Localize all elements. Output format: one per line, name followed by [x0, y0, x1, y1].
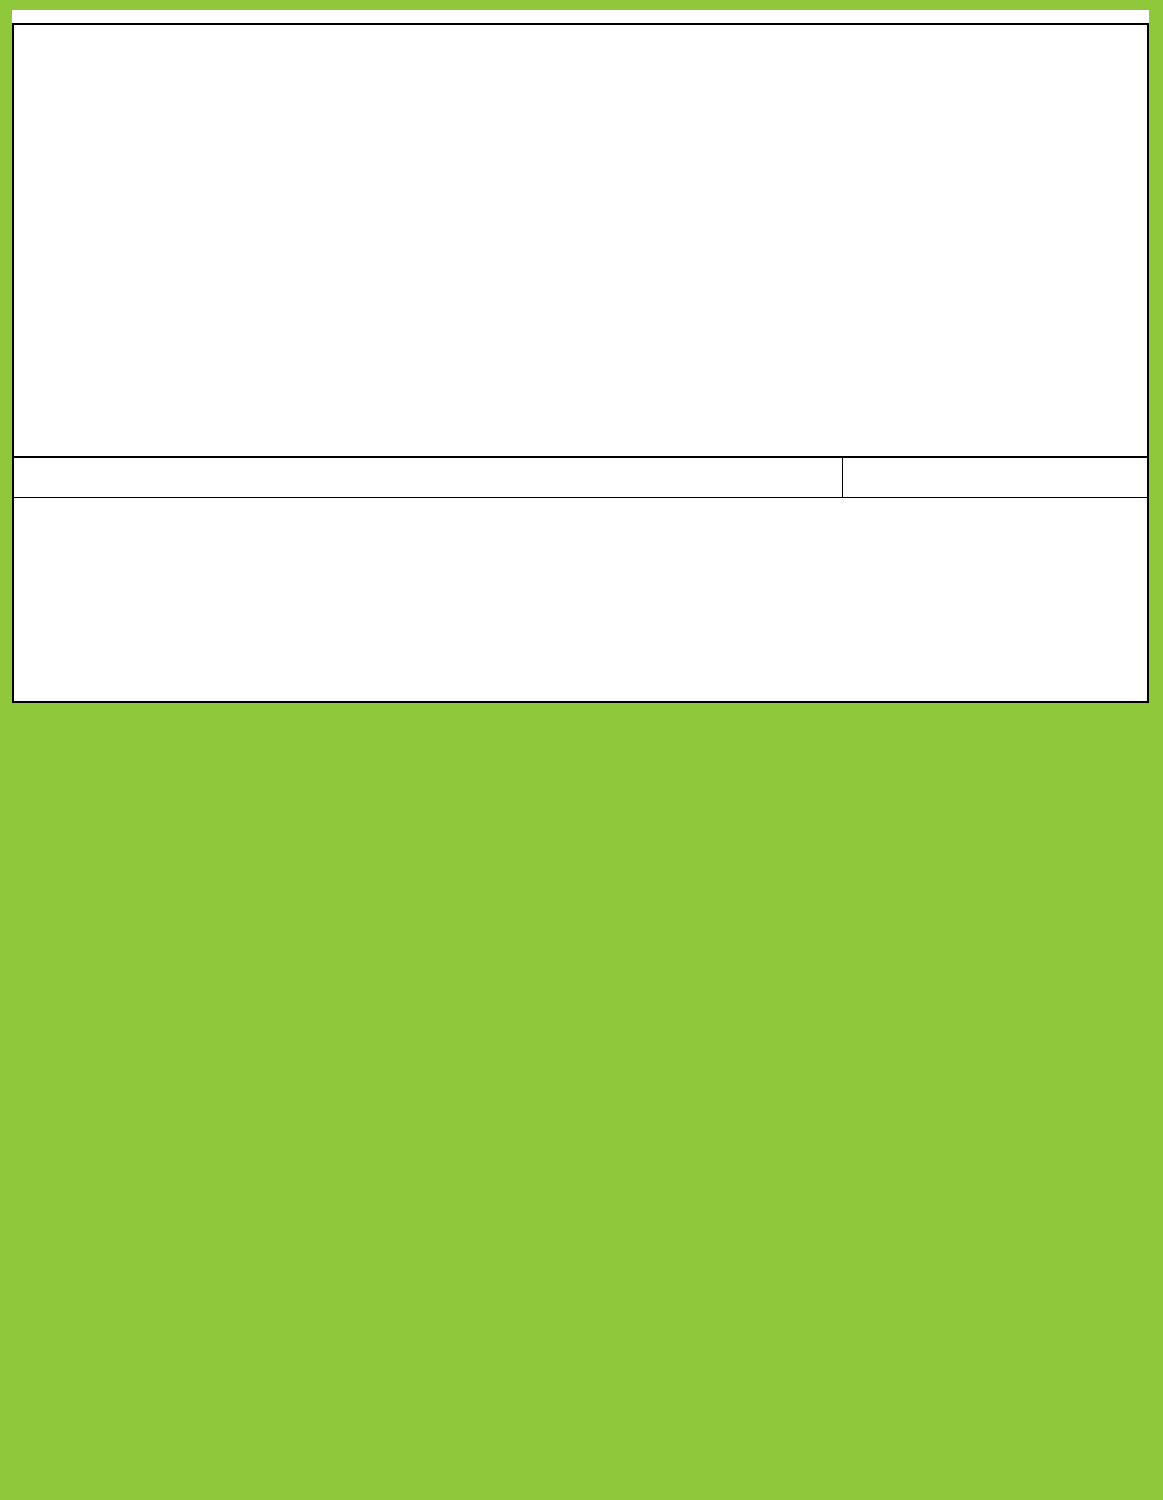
page-title — [12, 10, 1149, 15]
mapping-section — [12, 458, 1149, 703]
statistics-sheet — [12, 10, 1149, 703]
limit-header — [843, 458, 1147, 498]
stats-section — [12, 23, 1149, 458]
note-row — [14, 458, 843, 498]
